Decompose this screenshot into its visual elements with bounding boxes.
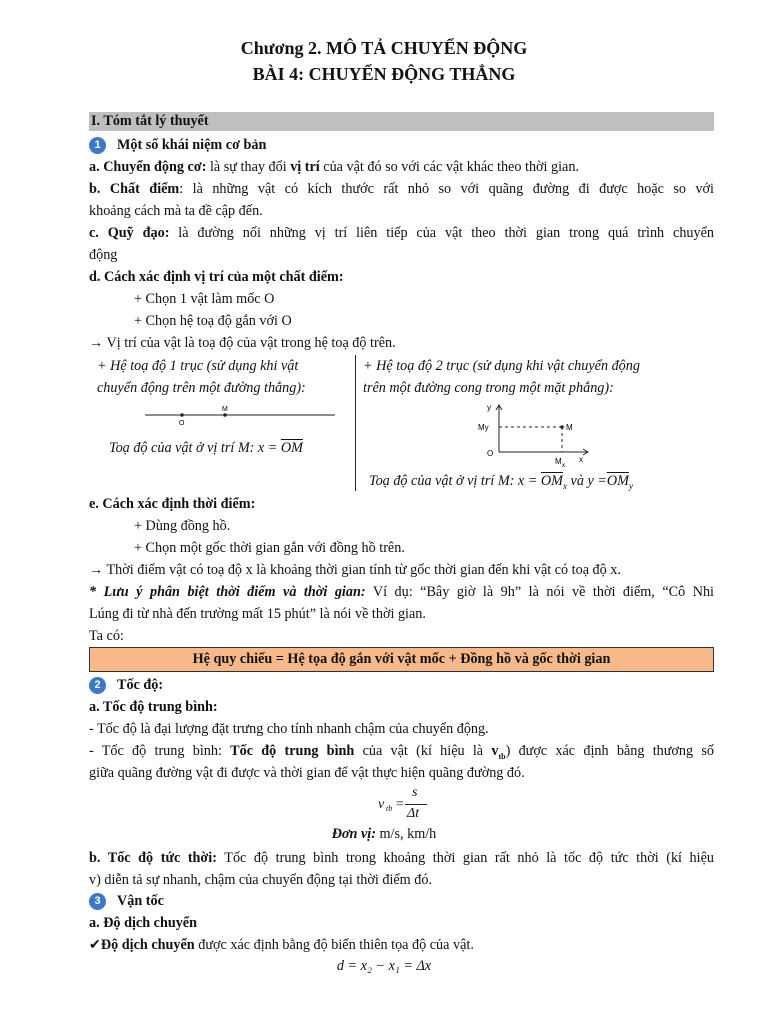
speed-line-2-bold: Tốc độ trung bình xyxy=(230,743,355,759)
label-b: b. Chất điểm xyxy=(89,181,180,197)
section-bar-label: I. Tóm tắt lý thuyết xyxy=(91,113,209,129)
text-a2: của vật đó so với các vật khác theo thời gian. xyxy=(319,159,579,175)
instant-speed xyxy=(89,849,714,867)
column-divider xyxy=(355,355,356,491)
label-a: a. Chuyển động cơ: xyxy=(89,159,207,175)
text-c: là đường nối những vị trí liên tiếp của vật theo thời gian trong quá trình chuyển xyxy=(169,225,714,241)
mx-label: M xyxy=(555,457,562,466)
two-axis-diagram xyxy=(475,400,595,470)
speed-line-3: giữa quãng đường vật đi được và thời gian để vật thực hiện quãng đường đó. xyxy=(89,765,525,781)
bold-vitri: vị trí xyxy=(290,159,320,175)
y-label: y xyxy=(487,403,491,412)
formula-v: v xyxy=(378,797,385,812)
axis1-m-label: M xyxy=(222,406,228,413)
speed-line-2-mid: của vật (kí hiệu là xyxy=(354,743,492,759)
one-axis-diagram xyxy=(140,400,340,430)
col2-formula xyxy=(369,472,714,495)
displacement-bold: Độ dịch chuyển xyxy=(100,937,195,953)
m-point-2 xyxy=(560,425,564,429)
instant-speed-cont: v) diễn tả sự nhanh, chậm của chuyển động tại thời điểm đó. xyxy=(89,872,432,888)
text-a1: là sự thay đổi xyxy=(206,159,291,175)
d-item-2: + Chọn hệ toạ độ gắn với O xyxy=(134,313,292,329)
col2-formula-text: Toạ độ của vật ở vị trí M: x = xyxy=(369,473,541,489)
col1-formula xyxy=(109,439,349,457)
ta-co: Ta có: xyxy=(89,628,124,644)
number-badge-1: 1 xyxy=(89,137,106,154)
m-label-2: M xyxy=(566,423,573,432)
d-arrow-line: → Vị trí của vật là toạ độ của vật trong hệ toạ độ trên. xyxy=(89,335,396,351)
my-label: My xyxy=(478,423,489,432)
col1-formula-text: Toạ độ của vật ở vị trí M: x = xyxy=(109,440,281,456)
unit-label: Đơn vị: xyxy=(331,826,376,842)
fraction-bar xyxy=(405,804,427,805)
para-a xyxy=(89,158,714,176)
displacement-label: a. Độ dịch chuyển xyxy=(89,915,197,931)
speed-a xyxy=(89,698,714,716)
unit-line xyxy=(0,826,768,843)
speed-line-1: - Tốc độ là đại lượng đặt trưng cho tính nhanh chậm của chuyển động. xyxy=(89,721,489,737)
formula-sub: tb xyxy=(386,804,393,813)
vtb-symbol: v xyxy=(491,743,499,759)
col2-line1: + Hệ toạ độ 2 trục (sử dụng khi vật chuyển động xyxy=(363,358,640,374)
para-d xyxy=(89,268,714,286)
formula-eq: = xyxy=(395,797,405,812)
o-label-2: O xyxy=(487,449,494,458)
col1-line2: chuyển động trên một đường thẳng): xyxy=(97,380,306,396)
chapter-title: Chương 2. MÔ TẢ CHUYỂN ĐỘNG xyxy=(240,38,528,58)
col2-sub1: x xyxy=(562,480,567,491)
col2-om2: $\overline{OM}$ xyxy=(606,473,629,489)
m-point xyxy=(223,413,227,417)
label-c: c. Quỹ đạo: xyxy=(89,225,170,241)
x-label: x xyxy=(579,455,583,464)
label-d: d. Cách xác định vị trí của một chất điểm: xyxy=(89,269,344,285)
e-item-2: + Chọn một gốc thời gian gắn với đồng hồ trên. xyxy=(134,540,405,556)
speed-line-2 xyxy=(89,742,714,766)
formula-num: s xyxy=(412,785,418,800)
heading-basic-concepts: Một số khái niệm cơ bản xyxy=(117,137,267,153)
d-item-1: + Chọn 1 vật làm mốc O xyxy=(134,291,275,307)
col2-line2: trên một đường cong trong một mặt phẳng): xyxy=(363,380,614,396)
instant-label: b. Tốc độ tức thời: xyxy=(89,850,217,866)
mx-sub-label: x xyxy=(562,463,565,469)
origin-point xyxy=(180,413,184,417)
col2-om1: $\overline{OM}$ xyxy=(540,473,563,489)
heading-velocity: Vận tốc xyxy=(117,893,164,909)
col2-sub2: y xyxy=(628,480,633,491)
section-bar xyxy=(89,112,714,131)
para-e xyxy=(89,495,714,513)
para-c xyxy=(89,224,714,242)
unit-value: m/s, km/h xyxy=(375,826,437,842)
e-arrow-line: → Thời điểm vật có toạ độ x là khoảng thời gian tính từ gốc thời gian đến khi vật có toạ độ x. xyxy=(89,562,621,578)
col2-mid: và y = xyxy=(566,473,607,489)
para-b-cont: khoảng cách mà ta đề cập đến. xyxy=(89,203,263,219)
displacement-line xyxy=(89,936,714,954)
lesson-title: BÀI 4: CHUYỂN ĐỘNG THẲNG xyxy=(252,64,516,84)
speed-a-label: a. Tốc độ trung bình: xyxy=(89,699,218,715)
text-b: : là những vật có kích thước rất nhỏ so với quãng đường đi được hoặc so với xyxy=(179,181,714,197)
speed-line-2-pre: - Tốc độ trung bình: xyxy=(89,743,231,759)
note-label: * Lưu ý phân biệt thời điểm và thời gian: xyxy=(89,584,366,600)
label-e: e. Cách xác định thời điểm: xyxy=(89,496,256,512)
vtb-sub: tb xyxy=(498,751,506,761)
e-item-1: + Dùng đồng hồ. xyxy=(134,518,231,534)
col1-om: $\overline{OM}$ xyxy=(280,440,303,456)
note-text: Ví dụ: “Bây giờ là 9h” là nói về thời điểm, “Cô Nhi xyxy=(365,584,714,600)
formula-den: Δt xyxy=(407,806,420,821)
heading-speed: Tốc độ: xyxy=(117,677,164,693)
para-c-cont: động xyxy=(89,247,118,263)
note-line-2: Lúng đi từ nhà đến trường mất 15 phút” là nói về thời gian. xyxy=(89,606,426,622)
axis1-o-label: O xyxy=(179,420,185,427)
displacement-formula: d = x₂ − x₁ = Δx xyxy=(336,958,432,974)
number-badge-3: 3 xyxy=(89,893,106,910)
check-icon: ✔ xyxy=(89,937,101,953)
speed-line-2-post: ) được xác định bằng thương số xyxy=(505,743,714,759)
reference-frame-box: Hệ quy chiếu = Hệ tọa độ gắn với vật mốc + Đồng hồ và gốc thời gian xyxy=(89,647,714,672)
note-line xyxy=(89,583,714,601)
instant-text: Tốc độ trung bình trong khoảng thời gian rất nhỏ là tốc độ tức thời (kí hiệu xyxy=(216,850,714,866)
number-badge-2: 2 xyxy=(89,677,106,694)
para-b xyxy=(89,180,714,198)
displacement-text: được xác định bằng độ biến thiên tọa độ của vật. xyxy=(194,937,474,953)
col1-line1: + Hệ toạ độ 1 trục (sử dụng khi vật xyxy=(97,358,299,374)
displacement-a xyxy=(89,914,714,932)
